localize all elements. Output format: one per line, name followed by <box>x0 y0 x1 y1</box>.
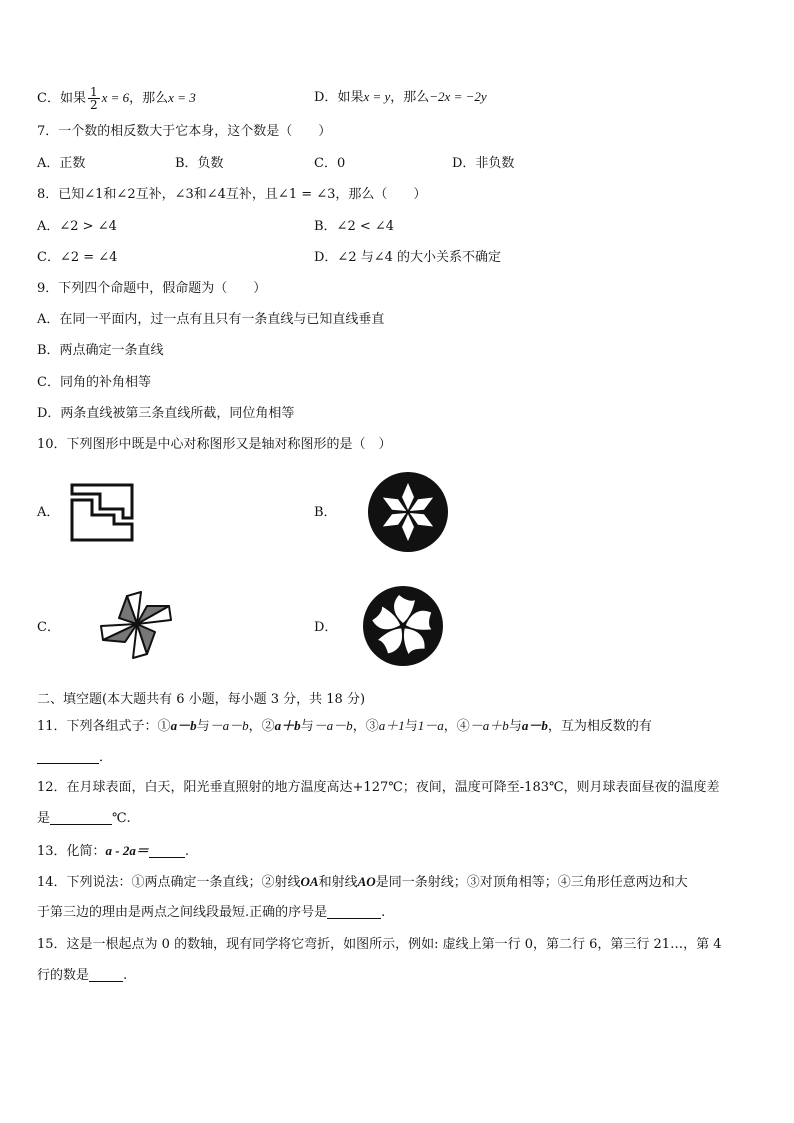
figure-d-bauhinia-flower <box>361 584 445 668</box>
math-expression: －a＋b <box>469 718 509 733</box>
math-expression: x = 6 <box>101 90 130 105</box>
q7-option-d: D．非负数 <box>452 156 515 171</box>
question-14-line2 <box>37 904 385 922</box>
fraction-denominator: 2 <box>89 98 98 112</box>
q10-label-c: C． <box>37 620 60 635</box>
math-expression: 1－a <box>417 718 444 733</box>
answer-blank[interactable] <box>37 749 99 764</box>
separator: ， <box>352 719 366 734</box>
option-text: ，那么 <box>129 91 169 106</box>
math-expression: a - 2a＝ <box>105 843 149 858</box>
separator: ， <box>248 719 262 734</box>
question-9-stem: 9．下列四个命题中，假命题为（ ） <box>37 281 267 296</box>
section-2-title: 二、填空题(本大题共有 6 小题，每小题 3 分，共 18 分) <box>37 692 366 707</box>
q6-option-c <box>37 86 196 111</box>
answer-blank[interactable] <box>149 843 185 858</box>
question-text: 与 <box>196 719 210 734</box>
math-expression: a－b <box>521 718 548 733</box>
option-text: 如果 <box>337 90 364 105</box>
question-text: 行的数是 <box>37 968 90 983</box>
circled-number: ④ <box>456 719 470 734</box>
q8-option-a: A．∠2 > ∠4 <box>37 219 117 234</box>
question-11-line2 <box>37 749 112 767</box>
question-text: ． <box>99 750 113 765</box>
question-7-stem: 7．一个数的相反数大于它本身，这个数是（ ） <box>37 124 332 139</box>
option-label: D． <box>314 90 338 105</box>
math-expression: x = 3 <box>168 90 196 105</box>
figure-a-interlocking-rectangles <box>66 482 136 544</box>
question-text: . <box>381 905 386 920</box>
question-text: 与 <box>508 719 522 734</box>
math-expression: －a－b <box>209 718 249 733</box>
q10-label-d: D． <box>314 620 338 635</box>
question-15-line2 <box>37 967 127 985</box>
math-expression: a＋b <box>274 718 301 733</box>
question-14-line1 <box>37 873 688 892</box>
question-10-stem: 10．下列图形中既是中心对称图形又是轴对称图形的是（ ） <box>37 437 392 452</box>
question-text: . <box>123 968 128 983</box>
q7-option-b: B．负数 <box>175 156 224 171</box>
option-label: C． <box>37 91 60 106</box>
math-expression: AO <box>357 874 376 889</box>
math-expression: a－b <box>170 718 197 733</box>
question-11-line1 <box>37 717 652 736</box>
q8-option-c: C．∠2 = ∠4 <box>37 250 118 265</box>
question-text: 与 <box>300 719 314 734</box>
fraction <box>88 86 100 111</box>
question-text: . <box>184 844 190 859</box>
figure-b-six-rhombus-flower <box>366 470 450 554</box>
question-text: 是 <box>37 811 51 826</box>
math-expression: －a－b <box>313 718 353 733</box>
math-expression: a＋1 <box>378 718 405 733</box>
question-15-line1: 15．这是一根起点为 0 的数轴，现有同学将它弯折，如图所示，例如: 虚线上第一行 0，第二行 6，第三行 21…，第 4 <box>37 937 722 952</box>
q9-option-a: A．在同一平面内，过一点有且只有一条直线与已知直线垂直 <box>37 312 385 327</box>
q10-label-a: A． <box>37 505 60 520</box>
math-expression: −2x = −2y <box>429 89 487 104</box>
question-text: ℃. <box>112 811 131 826</box>
answer-blank[interactable] <box>89 967 123 982</box>
option-text: ，那么 <box>390 90 430 105</box>
separator: ， <box>443 719 457 734</box>
fraction-numerator: 1 <box>89 85 98 99</box>
q9-option-b: B．两点确定一条直线 <box>37 343 164 358</box>
figure-c-pinwheel <box>97 588 177 660</box>
q9-option-c: C．同角的补角相等 <box>37 375 151 390</box>
answer-blank[interactable] <box>50 810 112 825</box>
question-text: 和射线 <box>318 875 358 890</box>
circled-number: ③ <box>365 719 379 734</box>
question-text: 是同一条射线；③对顶角相等；④三角形任意两边和大 <box>375 875 688 890</box>
circled-number: ② <box>261 719 275 734</box>
question-text: 13．化简： <box>37 844 106 859</box>
question-text: 与 <box>404 719 418 734</box>
question-text: ，互为相反数的有 <box>547 719 652 734</box>
question-12-line2 <box>37 810 131 828</box>
question-8-stem: 8．已知∠1和∠2互补，∠3和∠4互补，且∠1 = ∠3，那么（ ） <box>37 187 427 202</box>
q8-option-d: D．∠2 与∠4 的大小关系不确定 <box>314 250 502 265</box>
answer-blank[interactable] <box>327 904 381 919</box>
math-expression: x = y <box>363 89 391 104</box>
option-text: 如果 <box>59 91 86 106</box>
q7-option-a: A．正数 <box>37 156 86 171</box>
q10-label-b: B． <box>314 505 337 520</box>
q7-option-c: C．0 <box>314 156 346 171</box>
q8-option-b: B．∠2 < ∠4 <box>314 219 395 234</box>
q6-option-d <box>314 88 487 107</box>
question-text: 于第三边的理由是两点之间线段最短.正确的序号是 <box>37 905 328 920</box>
question-text: 14．下列说法：①两点确定一条直线；②射线 <box>37 875 301 890</box>
circled-number: ① <box>157 719 171 734</box>
math-expression: OA <box>300 874 319 889</box>
question-text: 11．下列各组式子： <box>37 719 158 734</box>
question-12-line1: 12．在月球表面，白天，阳光垂直照射的地方温度高达+127℃；夜间，温度可降至-183℃，则月球表面昼夜的温度差 <box>37 780 720 795</box>
q9-option-d: D．两条直线被第三条直线所截，同位角相等 <box>37 406 295 421</box>
question-13 <box>37 842 189 861</box>
